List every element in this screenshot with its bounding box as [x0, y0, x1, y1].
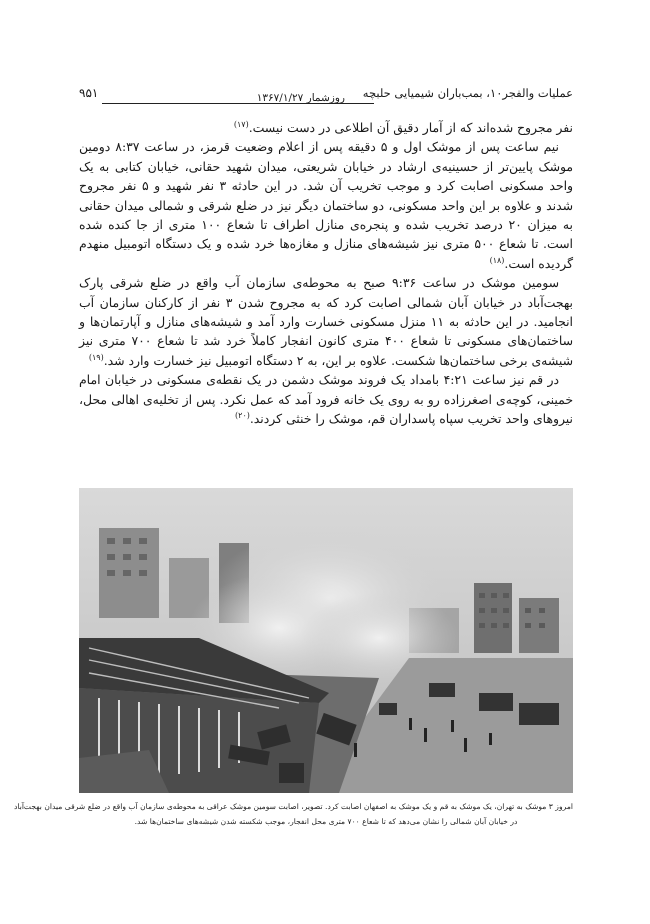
footnote-ref-19: (۱۹)	[88, 352, 104, 362]
caption-line-1: امروز ۳ موشک به تهران، یک موشک به قم و یک موشک به اصفهان اصابت کرد. تصویر، اصابت سومین موشک عراقی به محوطه‌ی سازمان آب واقع در ضلع شرقی میدان بهجت‌آباد	[14, 802, 573, 811]
footnote-ref-20: (۲۰)	[235, 410, 250, 420]
paragraph-4: در قم نیز ساعت ۴:۲۱ بامداد یک فروند موشک دشمن در یک نقطه‌ی مسکونی در خیابان امام خمینی، کوچه‌ی اصغرزاده رو به روی یک خانه فرود آمد که عمل نکرد. پس از تخلیه‌ی اهالی محل، نیروهای واحد تخریب سپاه پاسداران قم، موشک را خنثی کردند.$^{(۲۰)}$	[79, 372, 573, 427]
explosion-site-photo	[79, 488, 573, 793]
footnote-ref-18: (۱۸)	[489, 255, 505, 265]
paragraph-1: نفر مجروح شده‌اند که از آمار دقیق آن اطلاعی در دست نیست.$^{(۱۷)}$	[233, 119, 573, 135]
header-rule	[102, 103, 374, 104]
photo-caption	[14, 799, 573, 829]
page-number: ۹۵۱	[79, 86, 99, 100]
body-text	[79, 118, 573, 429]
date-label: روزشمار ۱۳۶۷/۱/۲۷	[256, 92, 345, 104]
paragraph-3: سومین موشک در ساعت ۹:۳۶ صبح به محوطه‌ی سازمان آب واقع در ضلع شرقی پارک بهجت‌آباد در خیابان آبان شمالی اصابت کرد که به مجروح شدن ۳ نفر از کارکنان سازمان آب انجامید. در این حادثه به ۱۱ منزل مسکونی خسارت وارد آمد و شیشه‌های منازل و آپارتمان‌ها و ساختمان‌های مسکونی تا شعاع ۴۰۰ متری کانون انفجار کاملاً خرد شد تا شعاع ۷۰۰ متری نیز شیشه‌ی برخی ساختمان‌ها شکست. علاوه بر این، به ۲ دستگاه اتومبیل نیز خسارت وارد شد.$^{(۱۹)}$	[79, 275, 574, 368]
chapter-title: عملیات والفجر۱۰، بمب‌باران شیمیایی حلبچه	[362, 86, 573, 100]
caption-line-2: در خیابان آبان شمالی را نشان می‌دهد که تا شعاع ۷۰۰ متری محل انفجار، موجب شکسته شدن شیشه‌های ساختمان‌ها شد.	[134, 817, 518, 826]
paragraph-2: نیم ساعت پس از موشک اول و ۵ دقیقه پس از اعلام وضعیت قرمز، در ساعت ۸:۳۷ دومین موشک پایین‌تر از حسینیه‌ی ارشاد در خیابان شریعتی، میدان شهید حقانی، خیابان کتابی به یک واحد مسکونی اصابت کرد و موجب تخریب آن شد. در این حادثه ۳ نفر شهید و ۵ نفر مجروح شدند و علاوه بر این واحد مسکونی، دو ساختمان دیگر نیز در ضلع شرقی و شمالی میدان حقانی به میزان ۲۰ درصد تخریب شده و پنجره‌ی منازل اطراف تا شعاع ۱۰۰ متری از جا کنده شده است. تا شعاع ۵۰۰ متری نیز شیشه‌های منازل و مغازه‌ها خرد شده و یک دستگاه اتومبیل منهدم گردیده است.$^{(۱۸)}$	[79, 139, 573, 271]
footnote-ref-17: (۱۷)	[233, 119, 249, 129]
